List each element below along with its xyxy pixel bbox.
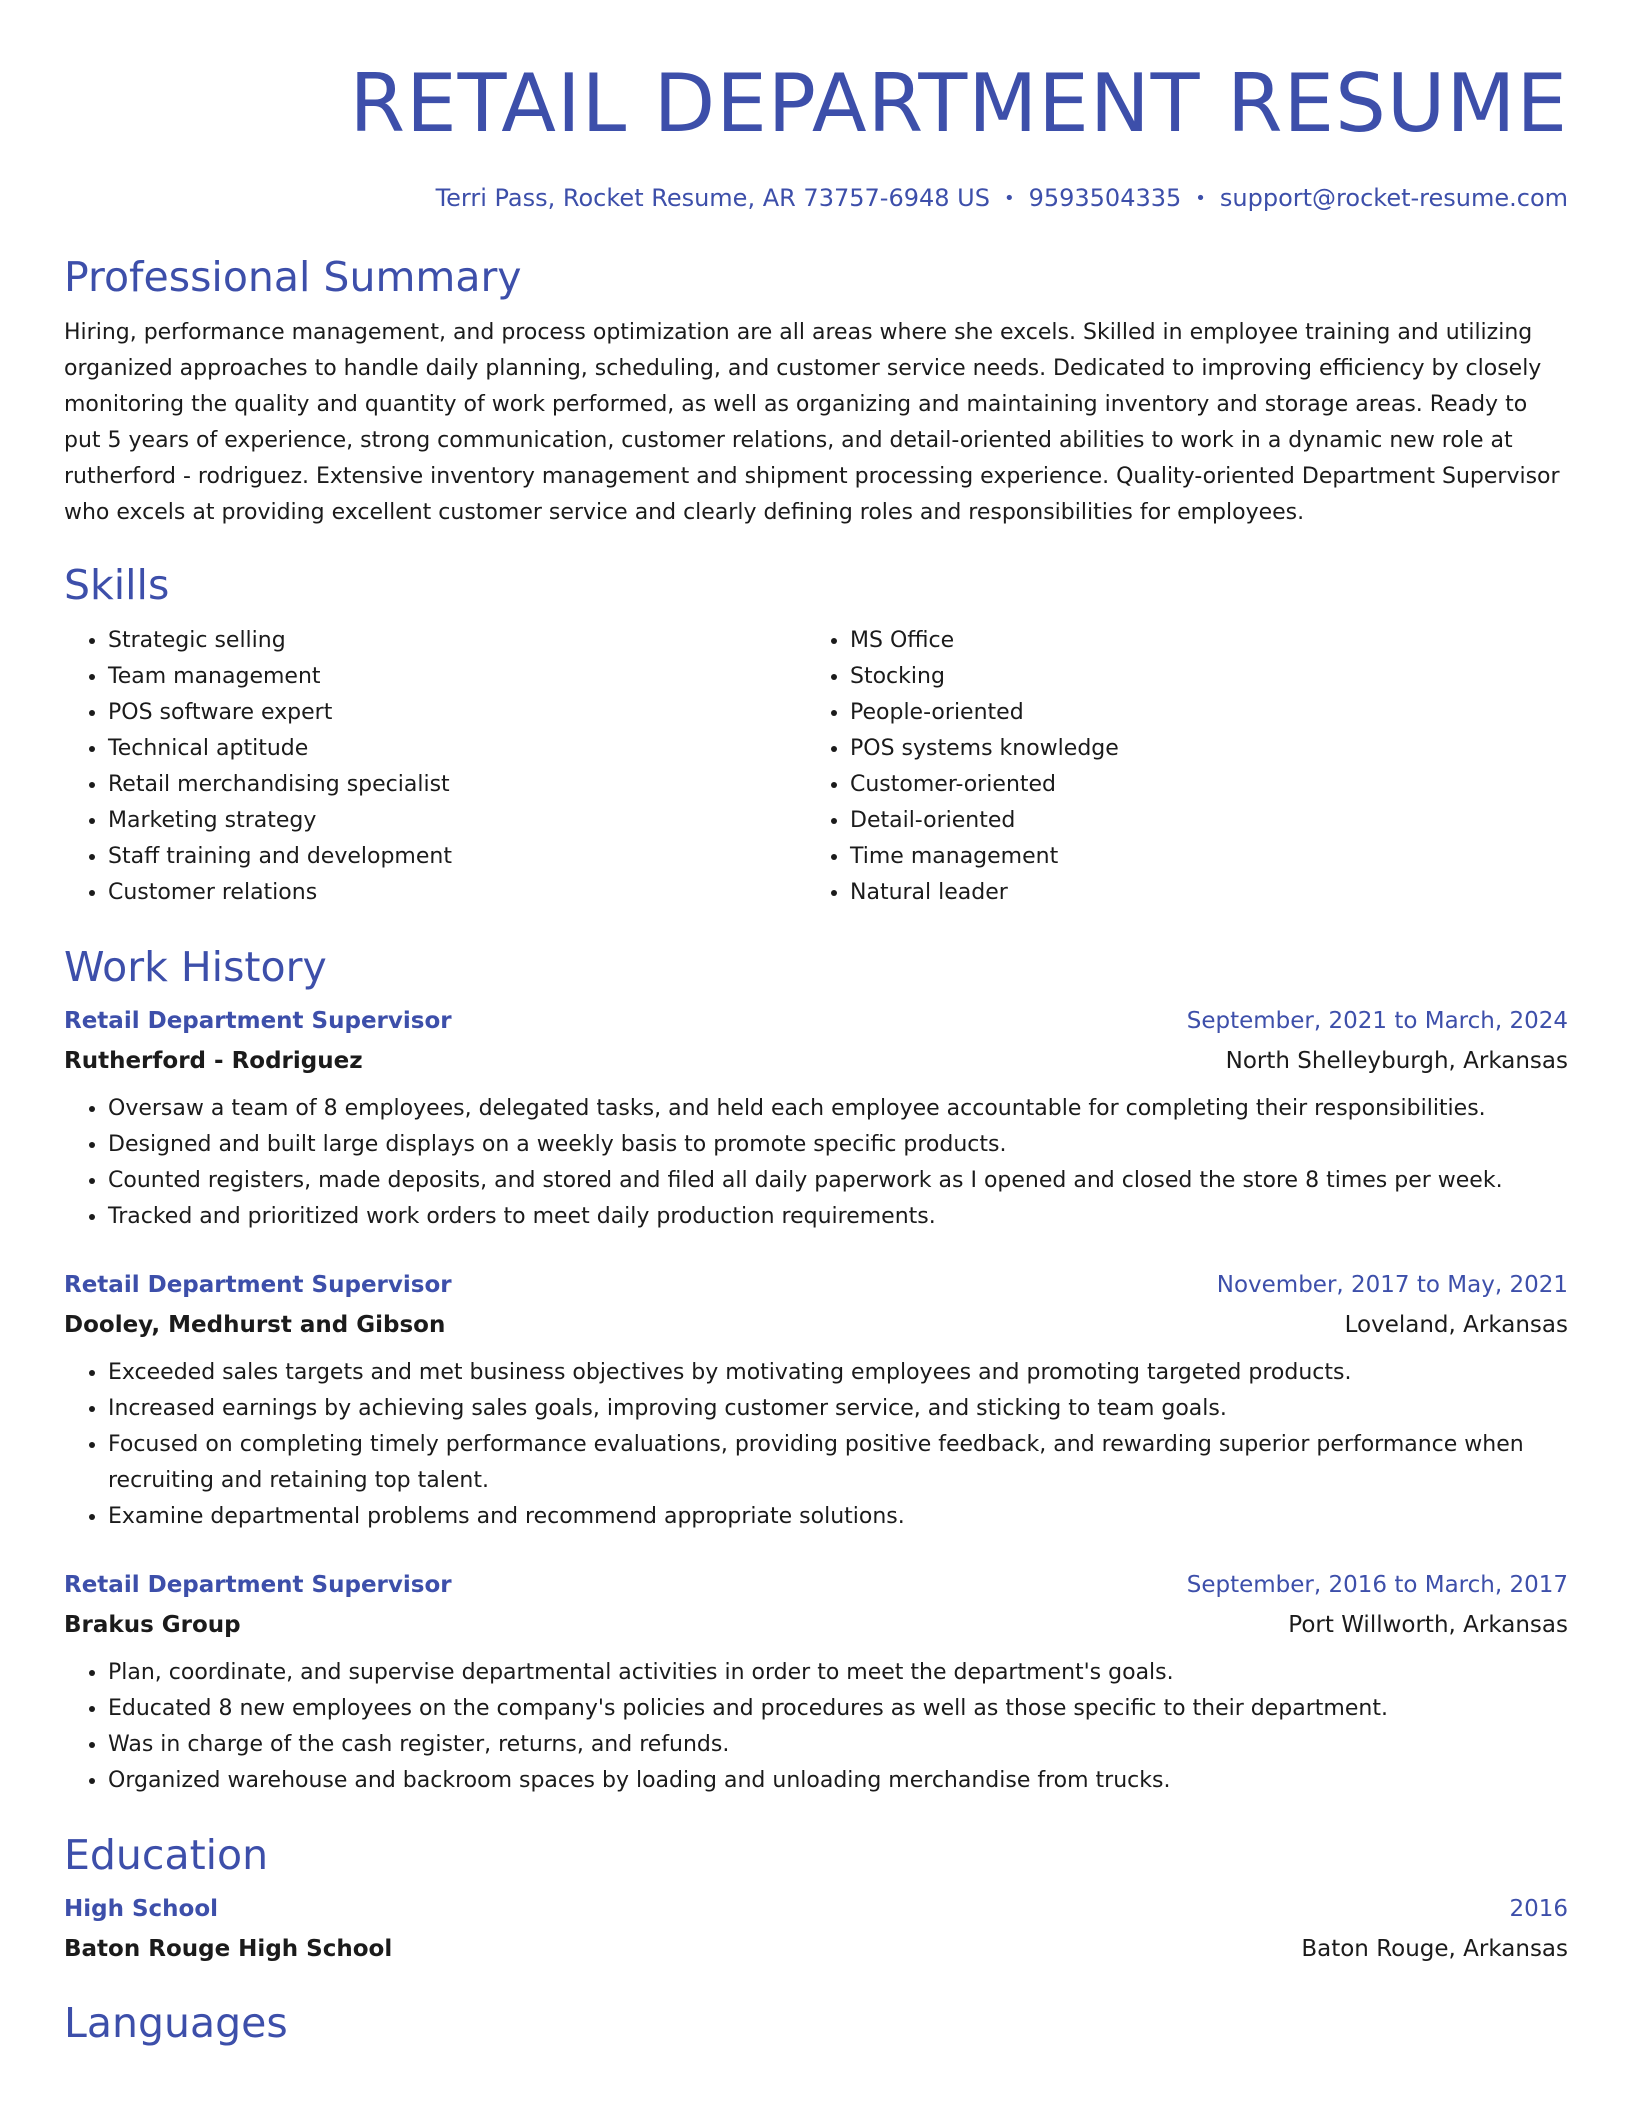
contact-email: support@rocket-resume.com: [1219, 184, 1568, 212]
skill-item: • Natural leader: [850, 875, 1548, 911]
contact-line: [64, 182, 1568, 215]
job-location: Loveland, Arkansas: [1344, 1312, 1568, 1338]
skills-list-left: [64, 623, 806, 911]
skill-item: • Technical aptitude: [108, 731, 806, 767]
skill-item: • Time management: [850, 839, 1548, 875]
summary-section: [64, 251, 1568, 531]
job-bullet: • Increased earnings by achieving sales goals, improving customer service, and sticking to team goals.: [108, 1391, 1568, 1427]
job-bullet: • Organized warehouse and backroom spaces by loading and unloading merchandise from trucks.: [108, 1763, 1568, 1799]
job-bullets: [64, 1091, 1568, 1235]
contact-phone: 9593504335: [1028, 184, 1182, 212]
job-bullet: • Counted registers, made deposits, and stored and filed all daily paperwork as I opened and closed the store 8 times per week.: [108, 1163, 1568, 1199]
job-title: Retail Department Supervisor: [64, 1008, 452, 1034]
job-bullet: • Plan, coordinate, and supervise departmental activities in order to meet the department's goals.: [108, 1655, 1568, 1691]
job-bullet: • Focused on completing timely performance evaluations, providing positive feedback, and rewarding superior performance when recruiting and retaining top talent.: [108, 1427, 1568, 1499]
job-bullet: • Oversaw a team of 8 employees, delegated tasks, and held each employee accountable for completing their responsibilities.: [108, 1091, 1568, 1127]
skills-columns: [64, 623, 1568, 911]
job-employer: Rutherford - Rodriguez: [64, 1048, 363, 1074]
skill-item: • POS software expert: [108, 695, 806, 731]
education-degree: High School: [64, 1896, 219, 1922]
skill-item: • Staff training and development: [108, 839, 806, 875]
job-entry: [64, 1567, 1568, 1799]
work-history-section: [64, 941, 1568, 1799]
job-dates: September, 2021 to March, 2024: [1186, 1008, 1568, 1034]
job-bullets: [64, 1355, 1568, 1535]
education-heading: Education: [64, 1831, 269, 1879]
job-bullet: • Designed and built large displays on a weekly basis to promote specific products.: [108, 1127, 1568, 1163]
skill-item: • Stocking: [850, 659, 1548, 695]
job-entry: [64, 1003, 1568, 1235]
education-school: Baton Rouge High School: [64, 1936, 393, 1962]
skills-list-right: [806, 623, 1548, 911]
summary-text: Hiring, performance management, and process optimization are all areas where she excels. Skilled in employee training and utilizing organized approaches to handle daily planning, scheduling, and customer service needs. Dedicated to improving efficiency by closely monitoring the quality and quantity of work performed, as well as organizing and maintaining inventory and storage areas. Ready to put 5 years of experience, strong communication, customer relations, and detail-oriented abilities to work in a dynamic new role at rutherford - rodriguez. Extensive inventory management and shipment processing experience. Quality-oriented Department Supervisor who excels at providing excellent customer service and clearly defining roles and responsibilities for employees.: [64, 320, 1560, 525]
resume-title: RETAIL DEPARTMENT RESUME: [349, 57, 1568, 150]
languages-heading: Languages: [64, 1999, 288, 2047]
job-location: Port Willworth, Arkansas: [1288, 1612, 1568, 1638]
skill-item: • Customer relations: [108, 875, 806, 911]
job-bullet: • Educated 8 new employees on the company's policies and procedures as well as those specific to their department.: [108, 1691, 1568, 1727]
contact-separator: •: [1003, 188, 1015, 209]
skills-section: [64, 559, 1568, 911]
job-employer: Dooley, Medhurst and Gibson: [64, 1312, 446, 1338]
skill-item: • Team management: [108, 659, 806, 695]
education-section: [64, 1829, 1568, 1967]
skill-item: • Detail-oriented: [850, 803, 1548, 839]
job-dates: September, 2016 to March, 2017: [1186, 1572, 1568, 1598]
education-location: Baton Rouge, Arkansas: [1301, 1936, 1568, 1962]
job-location: North Shelleyburgh, Arkansas: [1225, 1048, 1568, 1074]
contact-address: Terri Pass, Rocket Resume, AR 73757-6948 US: [435, 184, 990, 212]
skill-item: • Customer-oriented: [850, 767, 1548, 803]
job-bullets: [64, 1655, 1568, 1799]
job-bullet: • Tracked and prioritized work orders to meet daily production requirements.: [108, 1199, 1568, 1235]
skill-item: • Marketing strategy: [108, 803, 806, 839]
job-dates: November, 2017 to May, 2021: [1216, 1272, 1568, 1298]
job-employer: Brakus Group: [64, 1612, 241, 1638]
skill-item: • People-oriented: [850, 695, 1548, 731]
job-title: Retail Department Supervisor: [64, 1272, 452, 1298]
contact-separator: •: [1195, 188, 1206, 209]
skills-heading: Skills: [64, 561, 170, 609]
languages-section: [64, 1997, 1568, 2049]
job-bullet: • Exceeded sales targets and met business objectives by motivating employees and promoting targeted products.: [108, 1355, 1568, 1391]
education-year: 2016: [1509, 1896, 1568, 1922]
job-bullet: • Was in charge of the cash register, returns, and refunds.: [108, 1727, 1568, 1763]
job-entry: [64, 1267, 1568, 1535]
skill-item: • Retail merchandising specialist: [108, 767, 806, 803]
work-history-heading: Work History: [64, 943, 327, 991]
skill-item: • POS systems knowledge: [850, 731, 1548, 767]
job-title: Retail Department Supervisor: [64, 1572, 452, 1598]
job-bullet: • Examine departmental problems and recommend appropriate solutions.: [108, 1499, 1568, 1535]
skill-item: • Strategic selling: [108, 623, 806, 659]
education-entry: [64, 1891, 1568, 1967]
summary-heading: Professional Summary: [64, 253, 522, 301]
skill-item: • MS Office: [850, 623, 1548, 659]
